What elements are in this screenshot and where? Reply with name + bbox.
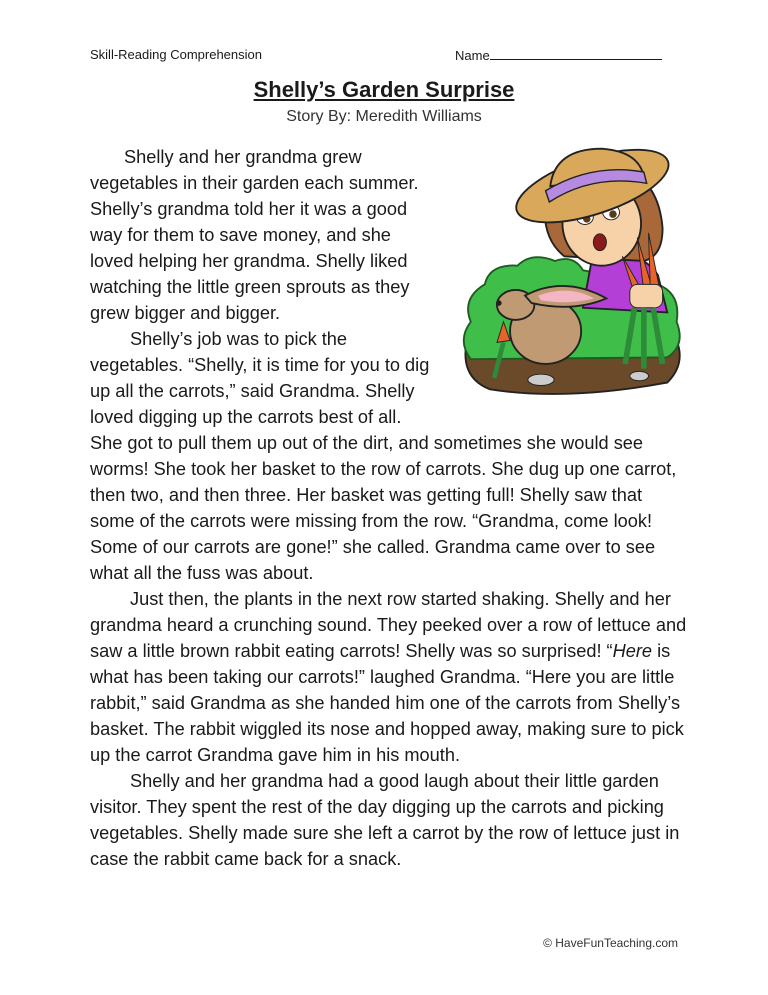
copyright-footer: © HaveFunTeaching.com (543, 936, 678, 950)
name-label: Name (455, 48, 490, 63)
paragraph-1: Shelly and her grandma grew vegetables in their garden each summer. Shelly’s grandma told her it was a good way for them to save money, and she loved helping her grandma. Shelly liked watching the little green sprouts as they grew bigger and bigger. (90, 147, 419, 323)
paragraph-3-emphasis: Here (612, 641, 653, 661)
name-field[interactable] (455, 47, 662, 63)
paragraph-3-part-a: Just then, the plants in the next row started shaking. Shelly and her grandma heard a crunching sound. They peeked over a row of lettuce and saw a little brown rabbit eating carrots! Shelly was so surprised! “ (90, 589, 687, 661)
story-title (0, 77, 768, 103)
byline: Story By: Meredith Williams (286, 108, 482, 125)
paragraph-2: Shelly’s job was to pick the vegetables. “Shelly, it is time for you to dig up all the carrots,” said Grandma. Shelly loved digging up the carrots best of all. She got to pull them up out of the dirt, and sometimes she would see worms! She took her basket to the row of carrots. She dug up one carrot, then two, and then three. Her basket was getting full! Shelly saw that some of the carrots were missing from the row. “Grandma, come look! Some of our carrots are gone!” she called. Grandma came over to see what all the fuss was about. (90, 329, 677, 583)
paragraph-3 (90, 586, 690, 768)
name-blank-line[interactable] (490, 47, 662, 60)
story-title-text: Shelly’s Garden Surprise (253, 77, 515, 102)
garden-illustration (438, 144, 700, 406)
paragraph-4: Shelly and her grandma had a good laugh about their little garden visitor. They spent the rest of the day digging up the carrots and picking vegetables. Shelly made sure she left a carrot by the row of lettuce just in case the rabbit came back for a snack. (90, 771, 680, 869)
story-body (90, 144, 690, 872)
skill-label: Skill-Reading Comprehension (90, 47, 262, 62)
paragraph-3-part-b: is what has been taking our carrots!” laughed Grandma. “Here you are little rabbit,” said Grandma as she handed him one of the carrots from Shelly’s basket. The rabbit wiggled its nose and hopped away, making sure to pick up the carrot Grandma gave him in his mouth. (90, 641, 684, 765)
